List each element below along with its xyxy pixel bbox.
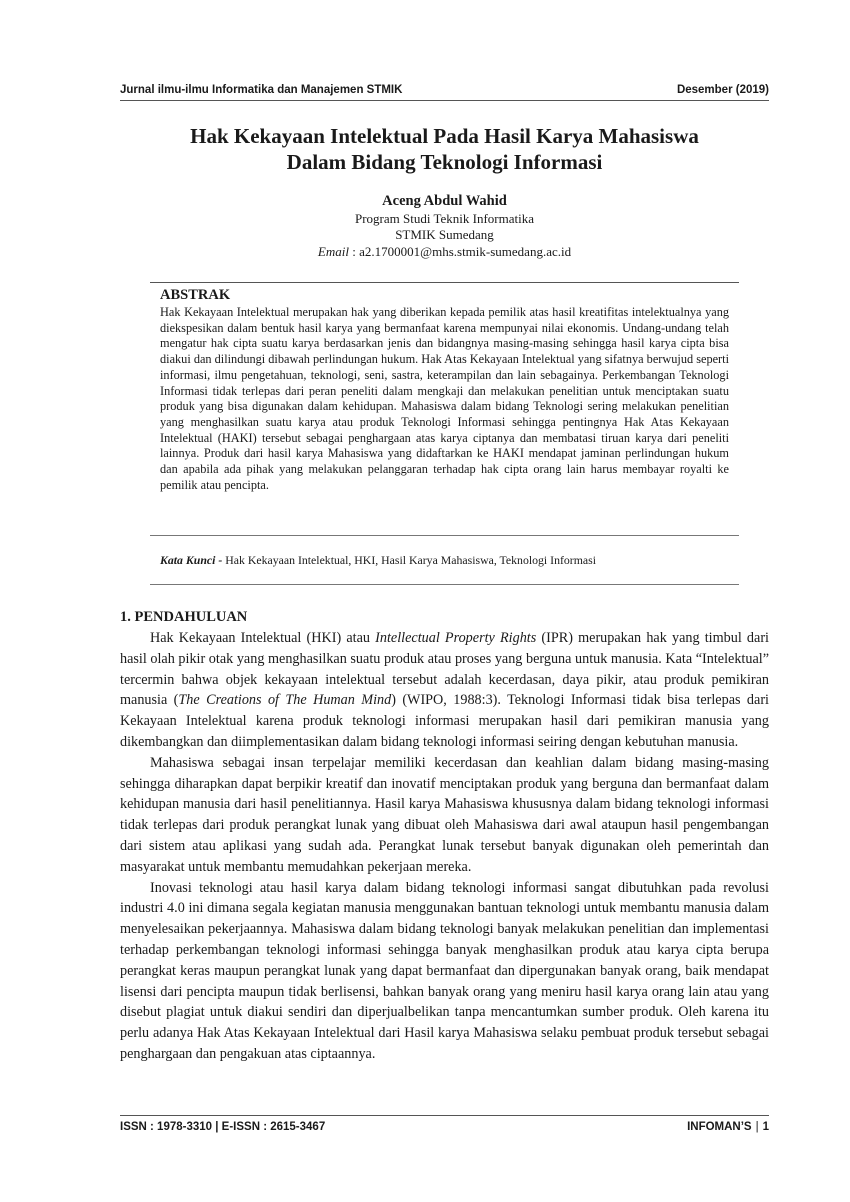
- term-ipr: Intellectual Property Rights: [375, 630, 537, 646]
- abstract-heading: ABSTRAK: [160, 287, 231, 303]
- paragraph-1: [120, 628, 769, 753]
- author-program: Program Studi Teknik Informatika: [354, 210, 535, 226]
- journal-name: Jurnal ilmu-ilmu Informatika dan Manajemen STMIK: [120, 84, 403, 96]
- footer-journal: INFOMAN’S: [687, 1121, 752, 1133]
- abstract-section: [150, 282, 739, 493]
- author-name: Aceng Abdul Wahid: [382, 193, 507, 209]
- footer-right: [687, 1121, 769, 1133]
- abstract-text: Hak Kekayaan Intelektual merupakan hak yang diberikan kepada pemilik atas hasil kreatifitas intelektualnya yang diekspesikan dalam bentuk hasil karya yang bermanfaat karena mempunyai nilai ekonomis. Undang-undang telah mengatur hak cipta suatu karya berdasarkan jenis dan bidangnya masing-masing sehingga hasil karya cipta bisa diakui dan dilindungi dibawah perlindungan hukum. Hak Atas Kekayaan Intelektual yang sifatnya berwujud seperti informasi, ilmu pengetahuan, teknologi, seni, sastra, keterampilan dan lain sebagainya. Perkembangan Teknologi Informasi tidak terlepas dari peran peneliti dalam mengkaji dan melakukan penelitian untuk menciptakan suatu produk yang bisa digunakan dalam kehidupan. Mahasiswa dalam bidang Teknologi sering melakukan penelitian yang menghasilkan suatu karya atau produk Teknologi Informasi sehingga pentingnya Hak Atas Kekayaan Intelektual (HAKI) tersebut sebagai penghargaan atas karya ciptanya dan membatasi tiruan karya dari peneliti lainnya. Produk dari hasil karya Mahasiswa yang didaftarkan ke HAKI mendapat jaminan perlindungan hukum dan apabila ada pihak yang melakukan pelanggaran terhadap hak cipta orang lain harus membayar royalti ke pemilik atau pencipta.: [160, 305, 729, 492]
- keywords: [160, 553, 730, 568]
- author-institution: STMIK Sumedang: [395, 227, 494, 242]
- running-header: [120, 84, 769, 101]
- keywords-divider-top: [150, 535, 739, 536]
- keywords-text: Hak Kekayaan Intelektual, HKI, Hasil Karya Mahasiswa, Teknologi Informasi: [225, 553, 597, 567]
- author-email-line: [120, 244, 769, 261]
- author-email[interactable]: a2.1700001@mhs.stmik-sumedang.ac.id: [359, 243, 572, 259]
- keywords-label: Kata Kunci -: [160, 553, 223, 567]
- paragraph-1-text-a: Hak Kekayaan Intelektual (HKI) atau: [150, 630, 376, 646]
- section-introduction: [120, 609, 769, 1065]
- term-human-mind: The Creations of The Human Mind: [178, 692, 392, 709]
- email-label: Email: [317, 243, 349, 259]
- running-footer: [120, 1115, 769, 1133]
- footer-separator: |: [755, 1121, 759, 1133]
- issn-info: ISSN : 1978-3310 | E-ISSN : 2615-3467: [120, 1121, 326, 1133]
- paragraph-3: Inovasi teknologi atau hasil karya dalam bidang teknologi informasi sangat dibutuhkan pada revolusi industri 4.0 ini dimana segala kegiatan manusia menggunakan bantuan teknologi untuk membantu manusia dalam menyelesaikan pekerjaannya. Mahasiswa dalam bidang teknologi banyak melakukan penelitian dan implementasi terhadap perkembangan teknologi informasi sehingga banyak menghasilkan produk atau karya cipta berupa perangkat keras maupun perangkat lunak yang dapat bermanfaat dan dipergunakan banyak orang, baik mendapat lisensi dari pencipta maupun tidak berlisensi, bahkan banyak orang yang meniru hasil karya orang lain atau yang disebut plagiat untuk diakui sendiri dan diperjualbelikan tanpa mencantumkan sumber produk. Oleh karena itu perlu adanya Hak Atas Kekayaan Intelektual dari Hasil karya Mahasiswa selaku pembuat produk tersebut sebagai penghargaan dan pengakuan atas ciptaannya.: [120, 879, 769, 1062]
- paragraph-2: Mahasiswa sebagai insan terpelajar memiliki kecerdasan dan keahlian dalam bidang masing-masing sehingga diharapkan dapat berpikir kreatif dan inovatif menciptakan produk yang berguna dan bermanfaat dalam kehidupan manusia dari hasil penelitiannya. Hasil karya Mahasiswa khususnya dalam bidang teknologi informasi tidak terlepas dari produk perangkat lunak yang dibuat oleh Mahasiswa dari awal ataupun hasil pengembangan dari sistem atau aplikasi yang sudah ada. Perangkat lunak tersebut banyak digunakan oleh pemerintah dan masyarakat untuk membantu memudahkan pekerjaan mereka.: [120, 754, 769, 875]
- page-number: 1: [762, 1121, 769, 1133]
- title-line-1: Hak Kekayaan Intelektual Pada Hasil Karya Mahasiswa: [190, 124, 699, 148]
- author-block: [120, 193, 769, 260]
- paper-title: [120, 123, 769, 175]
- section-heading: 1. PENDAHULUAN: [120, 609, 248, 625]
- issue-date: Desember (2019): [676, 84, 769, 96]
- email-separator: :: [348, 243, 360, 259]
- paragraph-1-text-c: (IPR) merupakan hak yang timbul dari hasil olah pikir otak yang menghasilkan suatu produk atau proses yang berguna untuk manusia. Kata “Intelektual” tercermin bahwa objek kekayaan intelektual tersebut adalah kecerdasan, daya pikir, atau produk pemikiran manusia (: [120, 630, 769, 709]
- keywords-divider-bottom: [150, 584, 739, 585]
- title-line-2: Dalam Bidang Teknologi Informasi: [286, 150, 603, 174]
- paragraph-1-text-e: ) (WIPO, 1988:3). Teknologi Informasi tidak bisa terlepas dari Kekayaan Intelektual karena produk teknologi informasi merupakan hasil dari pemikiran manusia yang dikembangkan dan diimplementasikan dalam bidang teknologi informasi seiring dengan kebutuhan manusia.: [120, 692, 769, 750]
